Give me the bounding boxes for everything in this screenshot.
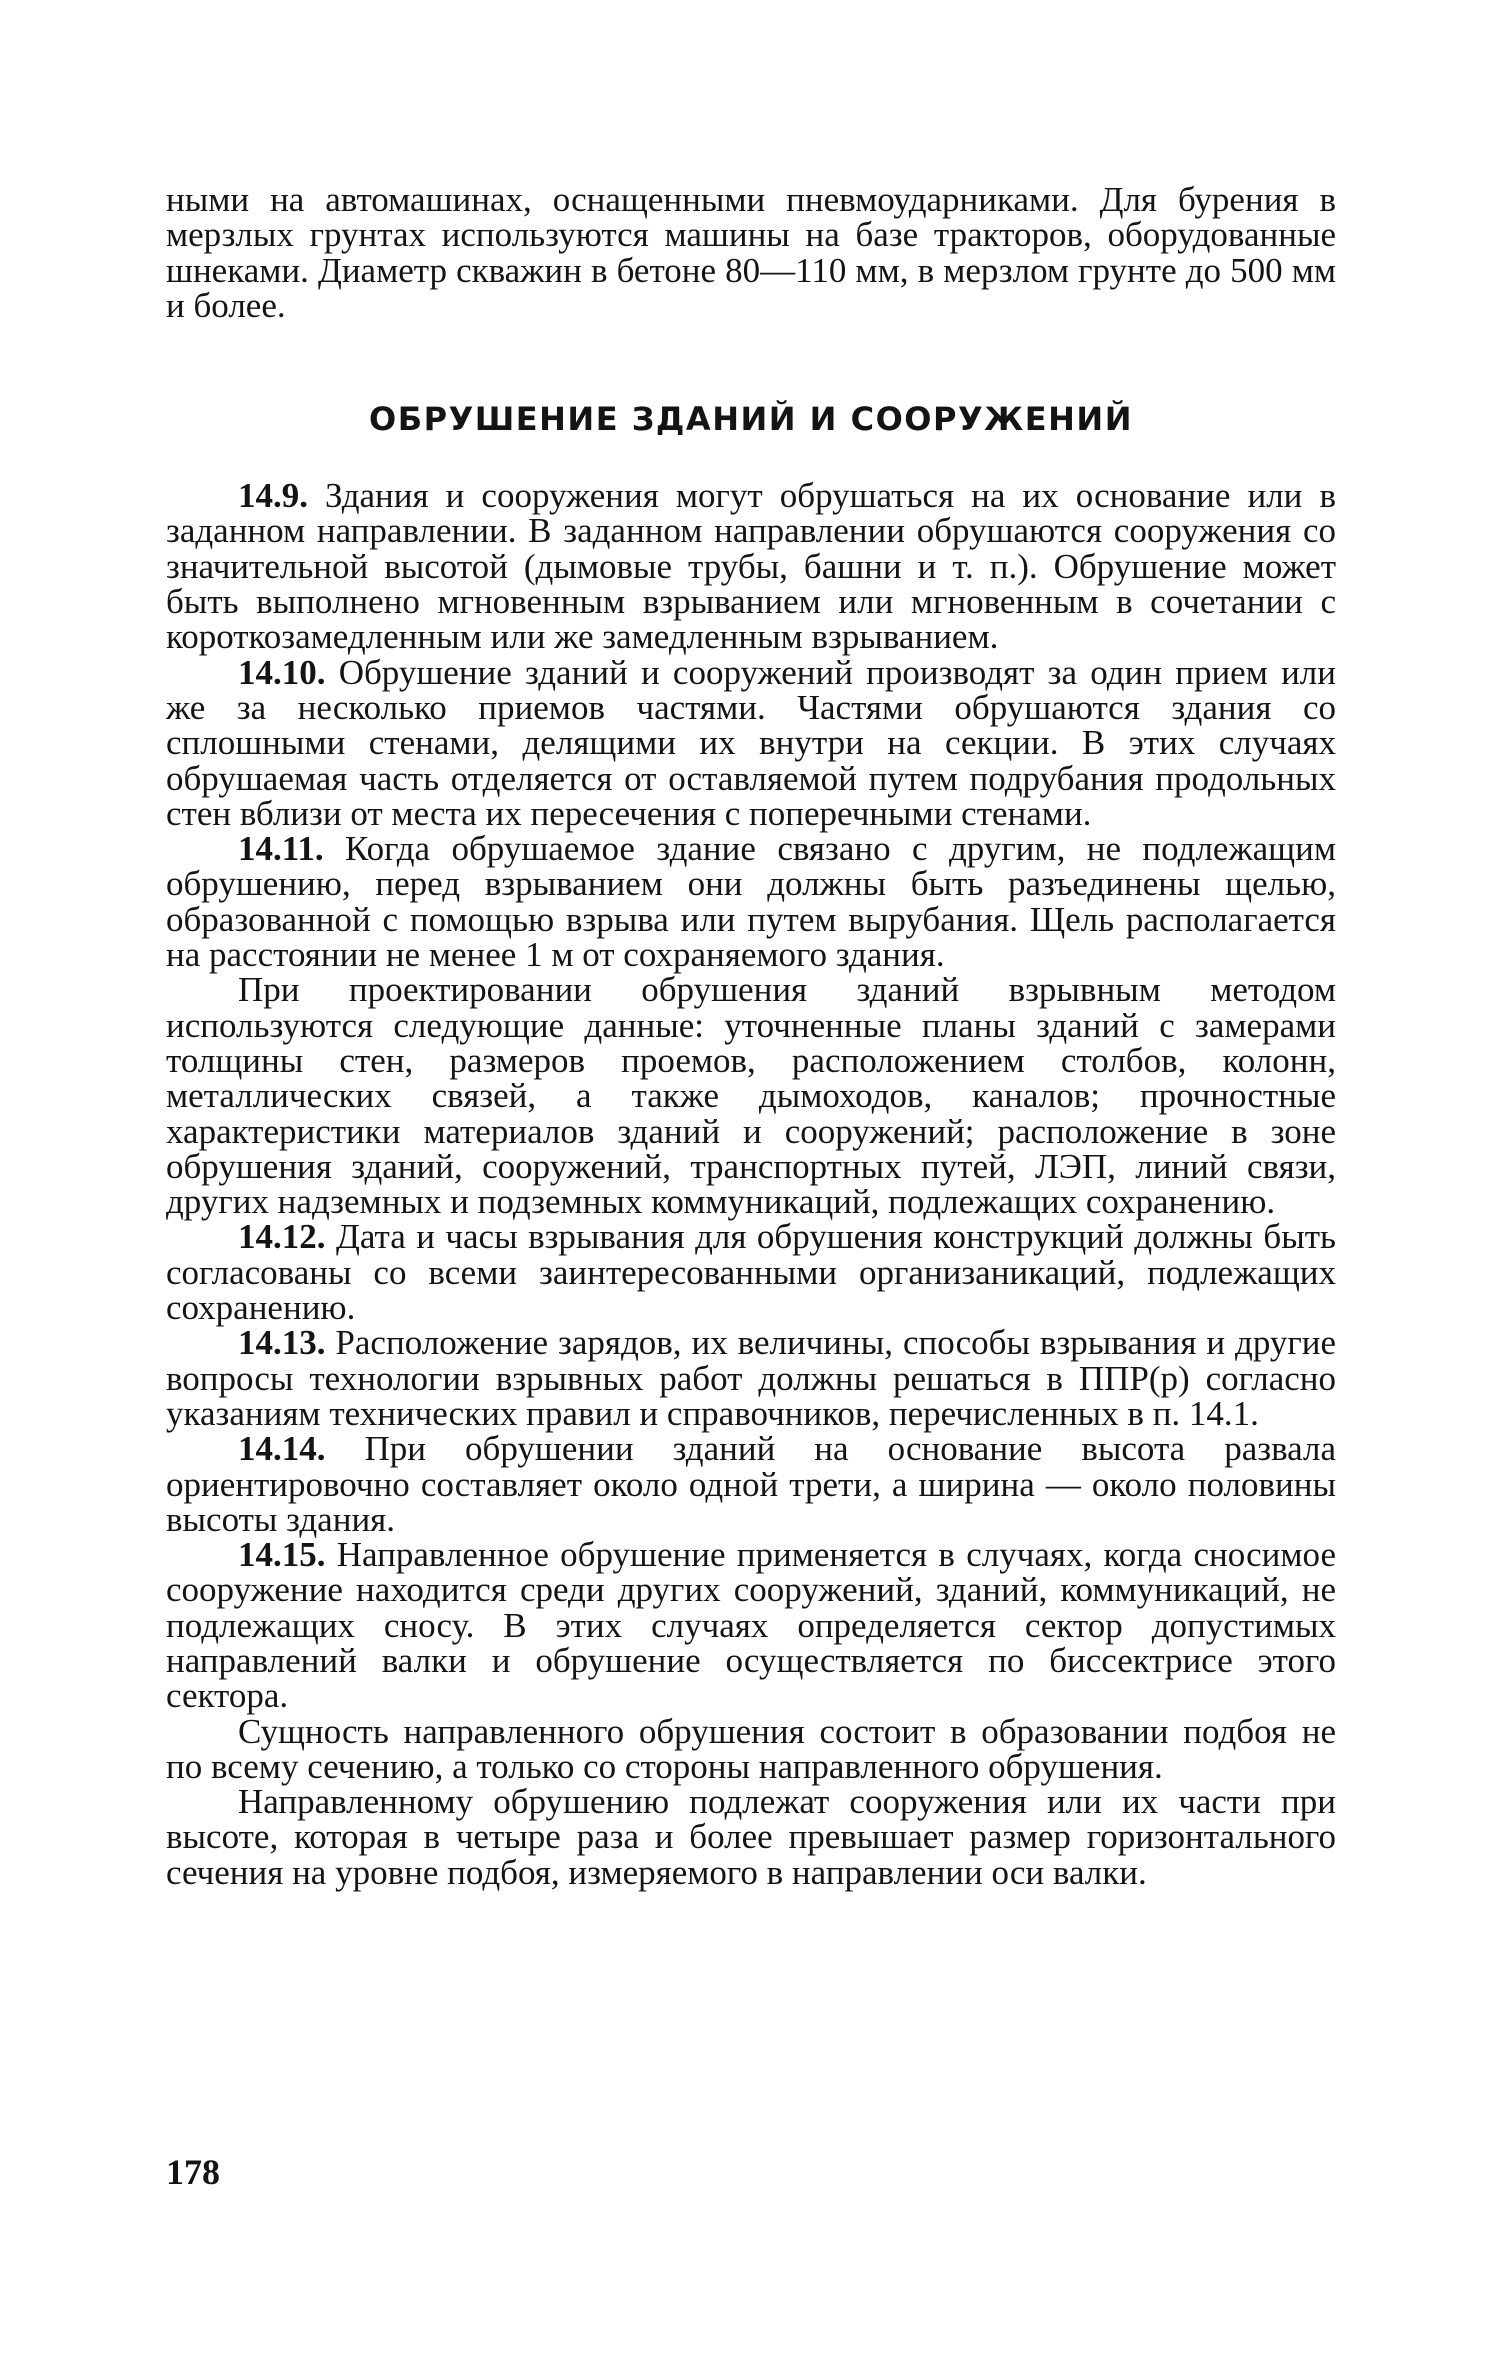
intro-paragraph: ными на автомашинах, оснащенными пневмоударниками. Для бурения в мерзлых грунтах используются машины на базе тракторов, оборудованные шнеками. Диаметр скважин в бетоне 80—110 мм, в мерзлом грунте до 500 мм и более. xyxy=(166,180,1336,325)
section-title: ОБРУШЕНИЕ ЗДАНИЙ И СООРУЖЕНИЙ xyxy=(369,400,1133,439)
paragraph-number: 14.11. xyxy=(238,829,324,869)
paragraph-14-11 xyxy=(166,829,1336,975)
paragraph-14-9 xyxy=(166,476,1336,657)
paragraph-text: Дата и часы взрывания для обрушения конструкций должны быть согласованы со всеми заинтересованными организаникаций, подлежащих сохранению. xyxy=(166,1217,1336,1328)
page-body xyxy=(166,182,1336,1890)
paragraph-text: При обрушении зданий на основание высота развала ориентировочно составляет около одной трети, а ширина — около половины высоты здания. xyxy=(166,1429,1336,1539)
paragraph-number: 14.9. xyxy=(238,476,308,516)
paragraph-text: Здания и сооружения могут обрушаться на их основание или в заданном направлении. В заданном направлении обрушаются сооружения со значительной высотой (дымовые трубы, башни и т. п.). Обрушение может быть выполнено мгновенным взрыванием или мгновенным в сочетании с короткозамедленным или же замедленным взрыванием. xyxy=(166,476,1336,657)
paragraph-14-10 xyxy=(166,652,1336,833)
paragraph-number: 14.15. xyxy=(238,1535,326,1575)
paragraph-text: Расположение зарядов, их величины, способы взрывания и другие вопросы технологии взрывных работ должны решаться в ППР(р) согласно указаниям технических правил и справочников, перечисленных в п. 14.1. xyxy=(166,1323,1336,1433)
paragraph-text: Сущность направленного обрушения состоит в образовании подбоя не по всему сечению, а только со стороны направленного обрушения. xyxy=(166,1711,1336,1786)
paragraph-text: Обрушение зданий и сооружений производят за один прием или же за несколько приемов частями. Частями обрушаются здания со сплошными стенами, делящими их внутри на секции. В этих случаях обрушаемая часть отделяется от оставляемой путем подрубания продольных стен вблизи от места их пересечения с поперечными стенами. xyxy=(166,652,1336,833)
paragraph-number: 14.10. xyxy=(238,652,326,692)
paragraph-text: При проектировании обрушения зданий взрывным методом используются следующие данные: уточненные планы зданий с замерами толщины стен, размеров проемов, расположением столбов, колонн, металлических связей, а также дымоходов, каналов; прочностные характеристики материалов зданий и сооружений; расположение в зоне обрушения зданий, сооружений, транспортных путей, ЛЭП, линий связи, других надземных и подземных коммуникаций, подлежащих сохранению. xyxy=(166,970,1336,1222)
paragraph-text: Направленное обрушение применяется в случаях, когда сносимое сооружение находится среди других сооружений, зданий, коммуникаций, не подлежащих сносу. В этих случаях определяется сектор допустимых направлений валки и обрушение осуществляется по биссектрисе этого сектора. xyxy=(166,1535,1336,1716)
paragraph-14-15 xyxy=(166,1535,1336,1716)
paragraph-directed-applicability xyxy=(166,1784,1336,1890)
paragraph-14-14 xyxy=(166,1431,1336,1537)
paragraph-number: 14.14. xyxy=(238,1429,326,1469)
paragraph-14-12 xyxy=(166,1217,1336,1328)
paragraph-14-13 xyxy=(166,1325,1336,1431)
paragraph-number: 14.12. xyxy=(238,1217,326,1257)
paragraph-design-data xyxy=(166,970,1336,1222)
paragraph-directed-essence xyxy=(166,1711,1336,1786)
paragraph-text: Когда обрушаемое здание связано с другим, не подлежащим обрушению, перед взрыванием они должны быть разъединены щелью, образованной с помощью взрыва или путем вырубания. Щель располагается на расстоянии не менее 1 м от сохраняемого здания. xyxy=(166,829,1336,975)
paragraph-text: Направленному обрушению подлежат сооружения или их части при высоте, которая в четыре раза и более превышает размер горизонтального сечения на уровне подбоя, измеряемого в направлении оси валки. xyxy=(166,1782,1336,1892)
paragraph-number: 14.13. xyxy=(238,1323,326,1363)
page-number: 178 xyxy=(166,2152,220,2192)
